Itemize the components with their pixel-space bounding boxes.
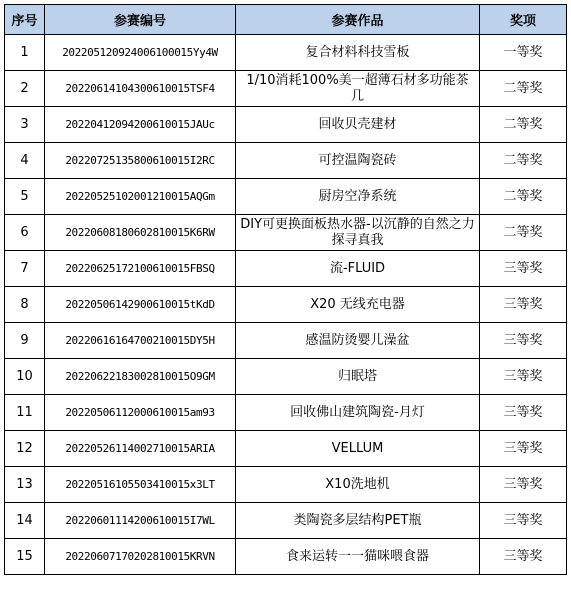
header-work: 参赛作品 [236,5,480,35]
cell-award: 三等奖 [480,539,567,575]
cell-award: 三等奖 [480,359,567,395]
cell-work: VELLUM [236,431,480,467]
cell-no: 1 [5,35,45,71]
cell-no: 14 [5,503,45,539]
header-no: 序号 [5,5,45,35]
cell-work: 类陶瓷多层结构PET瓶 [236,503,480,539]
cell-no: 4 [5,143,45,179]
cell-no: 5 [5,179,45,215]
header-award: 奖项 [480,5,567,35]
cell-work: 可控温陶瓷砖 [236,143,480,179]
cell-code: 20220625172100610015FBSQ [45,251,236,287]
award-table [4,4,567,575]
table-row [5,71,567,107]
cell-work: X20 无线充电器 [236,287,480,323]
cell-no: 2 [5,71,45,107]
cell-code: 202205120924006100015Yy4W [45,35,236,71]
cell-award: 三等奖 [480,467,567,503]
cell-no: 7 [5,251,45,287]
table-row [5,539,567,575]
cell-no: 10 [5,359,45,395]
table-row [5,179,567,215]
table-row [5,35,567,71]
cell-work: 归眠塔 [236,359,480,395]
cell-award: 三等奖 [480,287,567,323]
header-code: 参赛编号 [45,5,236,35]
cell-work: 感温防烫婴儿澡盆 [236,323,480,359]
cell-no: 15 [5,539,45,575]
table-row [5,467,567,503]
cell-award: 三等奖 [480,503,567,539]
cell-work: DIY可更换面板热水器-以沉静的自然之力探寻真我 [236,215,480,251]
cell-work: 回收贝壳建材 [236,107,480,143]
cell-code: 20220622183002810015O9GM [45,359,236,395]
table-row [5,107,567,143]
cell-award: 三等奖 [480,431,567,467]
cell-code: 20220526114002710015ARIA [45,431,236,467]
cell-code: 20220412094200610015JAUc [45,107,236,143]
cell-award: 二等奖 [480,143,567,179]
cell-award: 一等奖 [480,35,567,71]
cell-award: 二等奖 [480,107,567,143]
table-header [5,5,567,35]
cell-code: 20220614104300610015TSF4 [45,71,236,107]
cell-no: 9 [5,323,45,359]
cell-work: 厨房空净系统 [236,179,480,215]
cell-code: 20220601114200610015I7WL [45,503,236,539]
cell-work: X10洗地机 [236,467,480,503]
cell-award: 二等奖 [480,215,567,251]
cell-work: 流-FLUID [236,251,480,287]
table-row [5,359,567,395]
cell-code: 20220506112000610015am93 [45,395,236,431]
header-row [5,5,567,35]
table-row [5,215,567,251]
table-row [5,431,567,467]
cell-code: 20220608180602810015K6RW [45,215,236,251]
table-row [5,287,567,323]
cell-no: 6 [5,215,45,251]
cell-code: 20220516105503410015x3LT [45,467,236,503]
table-body [5,35,567,575]
cell-award: 二等奖 [480,179,567,215]
table-row [5,323,567,359]
cell-code: 20220525102001210015AQGm [45,179,236,215]
cell-award: 三等奖 [480,251,567,287]
cell-code: 20220607170202810015KRVN [45,539,236,575]
cell-work: 回收佛山建筑陶瓷-月灯 [236,395,480,431]
cell-award: 三等奖 [480,395,567,431]
table-row [5,251,567,287]
table-row [5,395,567,431]
cell-award: 三等奖 [480,323,567,359]
cell-no: 13 [5,467,45,503]
cell-work: 1/10消耗100%美一超薄石材多功能茶几 [236,71,480,107]
table-row [5,503,567,539]
cell-work: 复合材料科技雪板 [236,35,480,71]
cell-code: 20220725135800610015I2RC [45,143,236,179]
cell-code: 20220506142900610015tKdD [45,287,236,323]
cell-code: 20220616164700210015DY5H [45,323,236,359]
cell-no: 8 [5,287,45,323]
cell-no: 3 [5,107,45,143]
cell-work: 食来运转一一猫咪喂食器 [236,539,480,575]
table-row [5,143,567,179]
cell-no: 11 [5,395,45,431]
cell-no: 12 [5,431,45,467]
cell-award: 二等奖 [480,71,567,107]
